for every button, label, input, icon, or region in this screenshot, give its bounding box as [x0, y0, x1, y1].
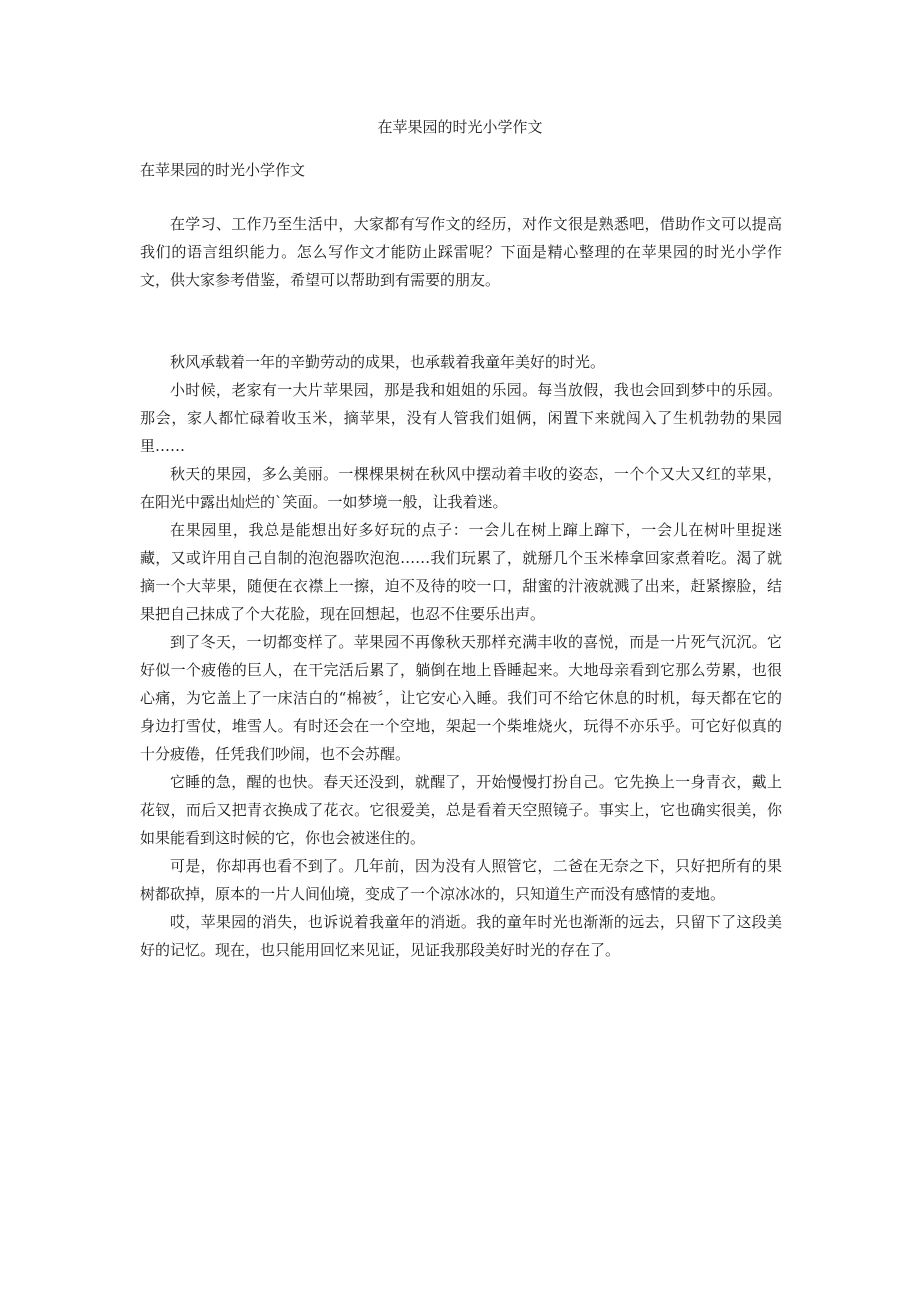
- body-paragraph: 秋风承载着一年的辛勤劳动的成果，也承载着我童年美好的时光。: [170, 353, 606, 371]
- document-title: 在苹果园的时光小学作文: [377, 118, 543, 136]
- body-paragraph: 可是，你却再也看不到了。几年前，因为没有人照管它，二爸在无奈之下，只好把所有的果树都砍掉，原本的一片人间仙境，变成了一个凉冰冰的，只知道生产而没有感情的麦地。: [140, 857, 782, 903]
- document-subtitle: 在苹果园的时光小学作文: [140, 161, 306, 179]
- essay-body: [140, 348, 782, 964]
- body-paragraph: 小时候，老家有一大片苹果园，那是我和姐姐的乐园。每当放假，我也会回到梦中的乐园。那会，家人都忙碌着收玉米，摘苹果，没有人管我们姐俩，闲置下来就闯入了生机勃勃的果园里……: [140, 381, 782, 455]
- body-paragraph: 秋天的果园，多么美丽。一棵棵果树在秋风中摆动着丰收的姿态，一个个又大又红的苹果，在阳光中露出灿烂的`笑面。一如梦境一般，让我着迷。: [140, 465, 782, 511]
- intro-paragraph: 在学习、工作乃至生活中，大家都有写作文的经历，对作文很是熟悉吧，借助作文可以提高我们的语言组织能力。怎么写作文才能防止踩雷呢？下面是精心整理的在苹果园的时光小学作文，供大家参考借鉴，希望可以帮助到有需要的朋友。: [140, 215, 782, 289]
- body-paragraph: 到了冬天，一切都变样了。苹果园不再像秋天那样充满丰收的喜悦，而是一片死气沉沉。它好似一个疲倦的巨人，在干完活后累了，躺倒在地上昏睡起来。大地母亲看到它那么劳累，也很心痛，为它盖上了一床洁白的“棉被〞，让它安心入睡。我们可不给它休息的时机，每天都在它的身边打雪仗，堆雪人。有时还会在一个空地，架起一个柴堆烧火，玩得不亦乐乎。可它好似真的十分疲倦，任凭我们吵闹，也不会苏醒。: [140, 633, 782, 763]
- body-paragraph: 哎，苹果园的消失，也诉说着我童年的消逝。我的童年时光也渐渐的远去，只留下了这段美好的记忆。现在，也只能用回忆来见证，见证我那段美好时光的存在了。: [140, 913, 782, 959]
- body-paragraph: 在果园里，我总是能想出好多好玩的点子：一会儿在树上蹿上蹿下，一会儿在树叶里捉迷藏，又或许用自己自制的泡泡器吹泡泡……我们玩累了，就掰几个玉米棒拿回家煮着吃。渴了就摘一个大苹果，随便在衣襟上一擦，迫不及待的咬一口，甜蜜的汁液就溅了出来，赶紧擦脸，结果把自己抹成了个大花脸，现在回想起，也忍不住要乐出声。: [140, 521, 782, 623]
- body-paragraph: 它睡的急，醒的也快。春天还没到，就醒了，开始慢慢打扮自己。它先换上一身青衣，戴上花钗，而后又把青衣换成了花衣。它很爱美，总是看着天空照镜子。事实上，它也确实很美，你如果能看到这时候的它，你也会被迷住的。: [140, 773, 782, 847]
